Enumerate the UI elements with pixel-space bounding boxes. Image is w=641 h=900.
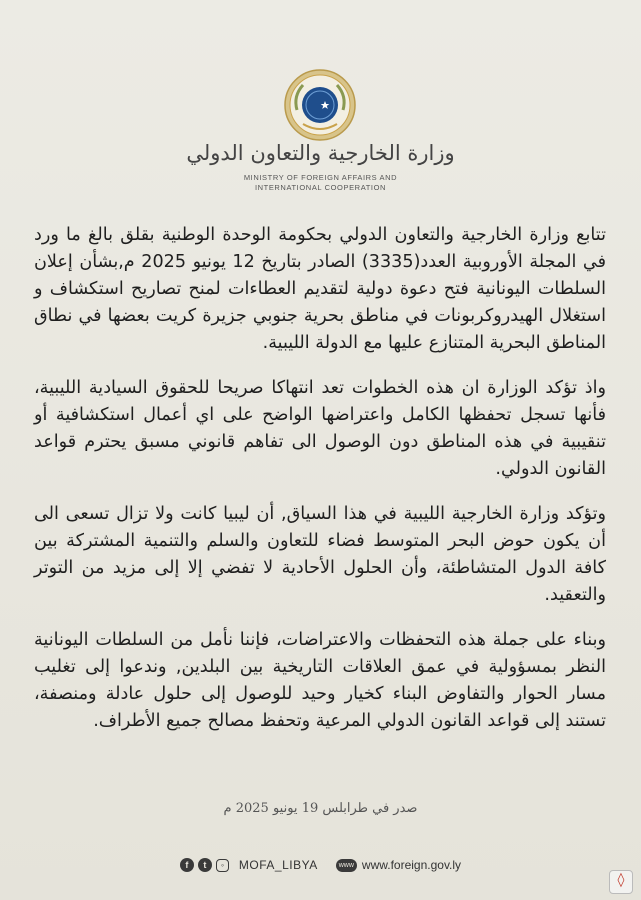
ministry-english-name-line2: INTERNATIONAL COOPERATION [254, 183, 387, 192]
paragraph-1: تتابع وزارة الخارجية والتعاون الدولي بحكومة الوحدة الوطنية بقلق بالغ ما ورد في المجلة الأوروبية العدد(3335) الصادر بتاريخ 12 يونيو 2025 م,بشأن إعلان السلطات اليونانية فتح دعوة دولية لتقديم العطاءات لمنح تصاريح استكشاف و استغلال الهيدروكربونات في مناطق بحرية جنوبي جزيرة كريت بعضها في نطاق المناطق البحرية المتنازع عليها مع الدولة الليبية. [34, 225, 607, 353]
paragraph-3: وتؤكد وزارة الخارجية الليبية في هذا السياق, أن ليبيا كانت ولا تزال تسعى الى أن يكون حوض البحر المتوسط فضاء للتعاون والسلم والتنمية المشتركة بين كافة الدول المتشاطئة، وأن الحلول الأحادية لا تفضي إلا إلى مزيد من التوتر والتعقيد. [34, 504, 606, 605]
dateline: صدر في طرابلس 19 يونيو 2025 م [223, 801, 418, 816]
social-handle[interactable]: MOFA_LIBYA [238, 858, 318, 872]
corner-badge-icon: ◊ [609, 870, 633, 894]
paragraph-2: واذ تؤكد الوزارة ان هذه الخطوات تعد انتهاكا صريحا للحقوق السيادية الليبية، فأنها تسجل تحفظها الكامل واعتراضها الواضح على اي أعمال استكشافية أو تنقيبية في هذه المناطق دون الوصول الى تفاهم قانوني مسبق يحترم قواعد القانون الدولي. [34, 378, 606, 479]
web-icon: www [336, 859, 357, 872]
facebook-icon[interactable]: f [180, 858, 194, 872]
instagram-icon[interactable]: ◦ [216, 859, 229, 872]
footer [0, 858, 641, 872]
website-link[interactable]: www.foreign.gov.ly [361, 858, 462, 872]
twitter-icon[interactable]: t [198, 858, 212, 872]
ministry-arabic-name: وزارة الخارجية والتعاون الدولي [186, 141, 455, 165]
paragraph-4: وبناء على جملة هذه التحفظات والاعتراضات، فإننا نأمل من السلطات اليونانية النظر بمسؤولية في عمق العلاقات التاريخية بين البلدين, وندعوا إلى تغليب مسار الحوار والتفاوض البناء كخيار وحيد للوصول إلى حلول عادلة ومنصفة، تستند إلى قواعد القانون الدولي المرعية وتحفظ مصالح جميع الأطراف. [34, 630, 606, 731]
ministry-english-name-line1: MINISTRY OF FOREIGN AFFAIRS AND [243, 173, 398, 182]
statement-body [34, 222, 606, 753]
ministry-emblem-icon [283, 68, 357, 142]
